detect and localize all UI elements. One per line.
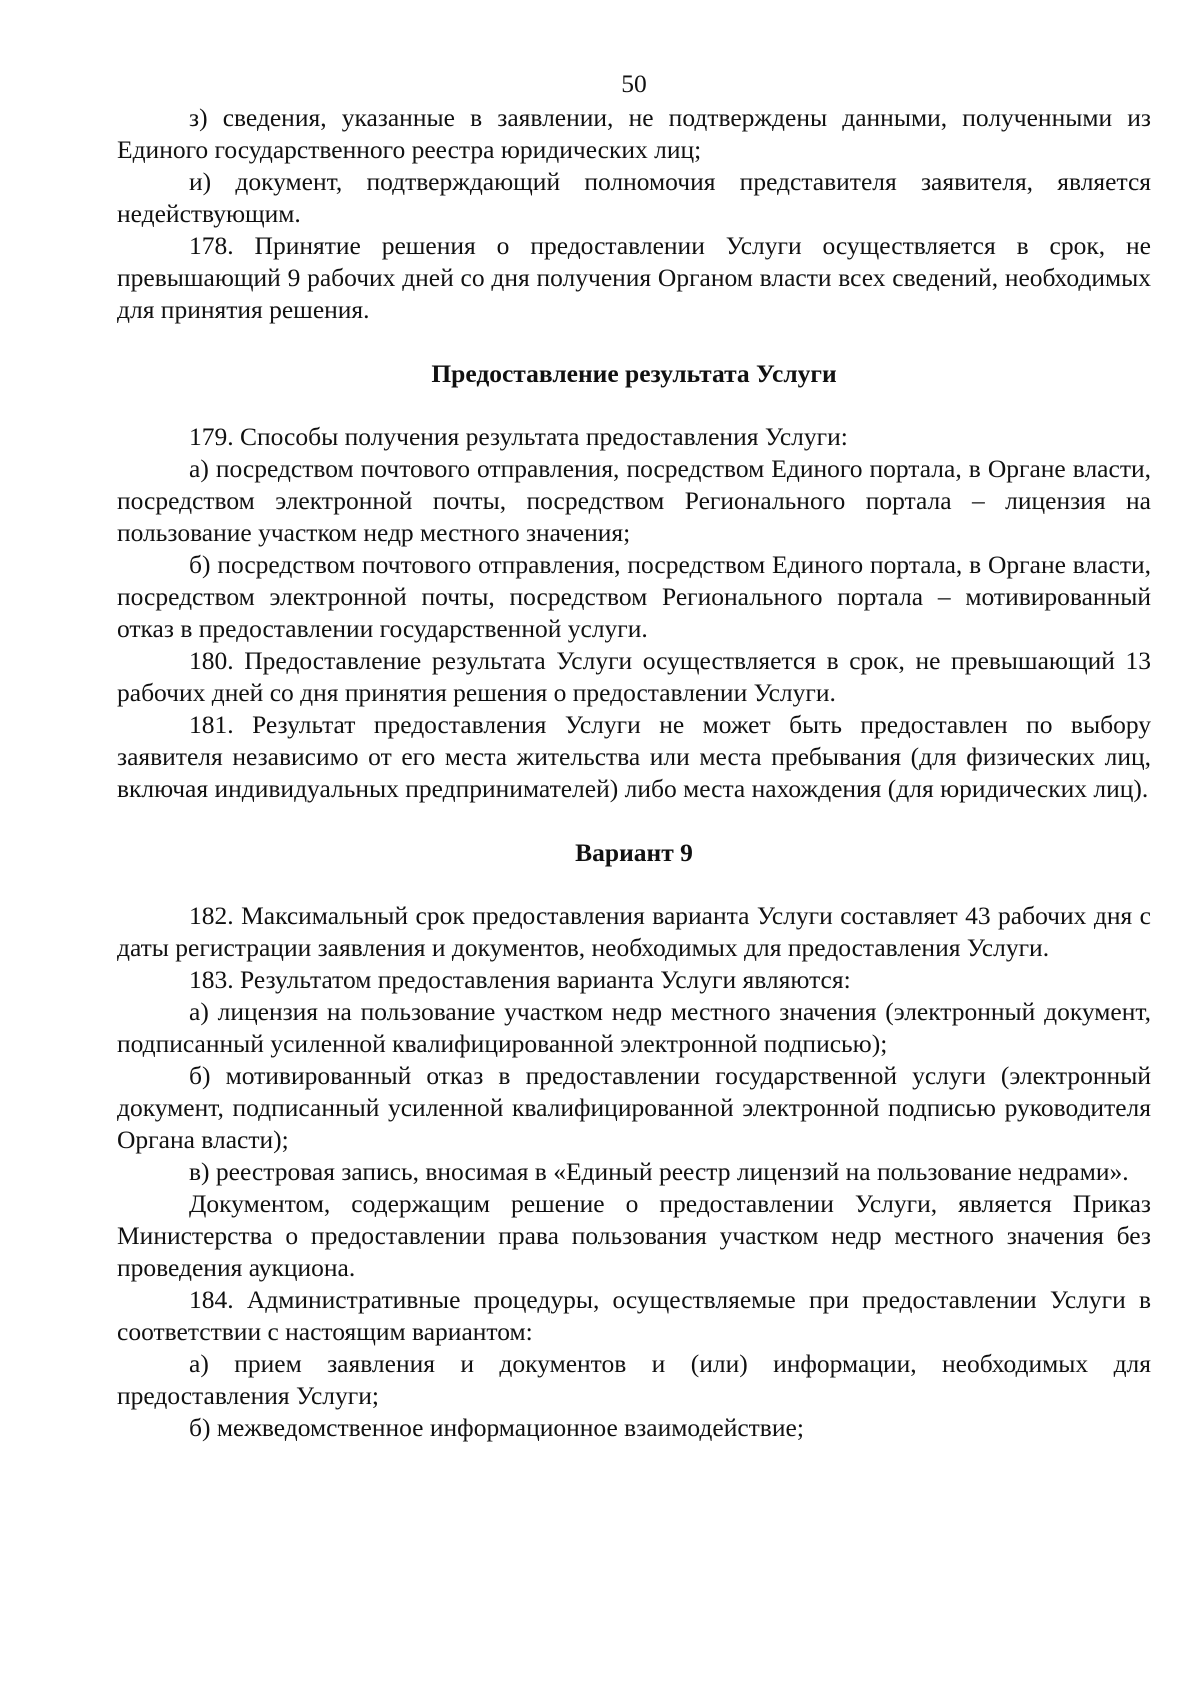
section-heading-result: Предоставление результата Услуги xyxy=(431,359,837,388)
paragraph-184: 184. Административные процедуры, осуществляемые при предоставлении Услуги в соответствии с настоящим вариантом: xyxy=(117,1285,1151,1346)
paragraph-i: и) документ, подтверждающий полномочия представителя заявителя, является недействующим. xyxy=(117,167,1151,228)
spacer xyxy=(117,805,1151,837)
paragraph-184-b: б) межведомственное информационное взаимодействие; xyxy=(189,1413,804,1442)
section-heading-variant-9: Вариант 9 xyxy=(575,838,693,867)
paragraph-179: 179. Способы получения результата предоставления Услуги: xyxy=(189,422,848,451)
paragraph-182: 182. Максимальный срок предоставления варианта Услуги составляет 43 рабочих дня с даты регистрации заявления и документов, необходимых для предоставления Услуги. xyxy=(117,901,1151,962)
paragraph-document-decision: Документом, содержащим решение о предоставлении Услуги, является Приказ Министерства о предоставлении права пользования участком недр местного значения без проведения аукциона. xyxy=(117,1189,1151,1282)
paragraph-184-a: а) прием заявления и документов и (или) информации, необходимых для предоставления Услуги; xyxy=(117,1349,1151,1410)
paragraph-180: 180. Предоставление результата Услуги осуществляется в срок, не превышающий 13 рабочих дней со дня принятия решения о предоставлении Услуги. xyxy=(117,646,1151,707)
paragraph-179-b: б) посредством почтового отправления, посредством Единого портала, в Органе власти, посредством электронной почты, посредством Регионального портала – мотивированный отказ в предоставлении государственной услуги. xyxy=(117,550,1151,643)
paragraph-183-v: в) реестровая запись, вносимая в «Единый реестр лицензий на пользование недрами». xyxy=(189,1157,1129,1186)
spacer xyxy=(117,390,1151,421)
paragraph-179-a: а) посредством почтового отправления, посредством Единого портала, в Органе власти, посредством электронной почты, посредством Регионального портала – лицензия на пользование участком недр местного значения; xyxy=(117,454,1151,547)
paragraph-183: 183. Результатом предоставления варианта Услуги являются: xyxy=(189,965,851,994)
spacer xyxy=(117,326,1151,358)
paragraph-183-b: б) мотивированный отказ в предоставлении государственной услуги (электронный документ, подписанный усиленной квалифицированной электронной подписью руководителя Органа власти); xyxy=(117,1061,1151,1154)
paragraph-178: 178. Принятие решения о предоставлении Услуги осуществляется в срок, не превышающий 9 рабочих дней со дня получения Органом власти всех сведений, необходимых для принятия решения. xyxy=(117,231,1151,324)
paragraph-181: 181. Результат предоставления Услуги не может быть предоставлен по выбору заявителя независимо от его места жительства или места пребывания (для физических лиц, включая индивидуальных предпринимателей) либо места нахождения (для юридических лиц). xyxy=(117,710,1151,803)
paragraph-z: з) сведения, указанные в заявлении, не подтверждены данными, полученными из Единого государственного реестра юридических лиц; xyxy=(117,103,1151,164)
paragraph-183-a: а) лицензия на пользование участком недр местного значения (электронный документ, подписанный усиленной квалифицированной электронной подписью); xyxy=(117,997,1151,1058)
page-number: 50 xyxy=(621,69,647,98)
document-page xyxy=(117,66,1151,1444)
spacer xyxy=(117,869,1151,900)
